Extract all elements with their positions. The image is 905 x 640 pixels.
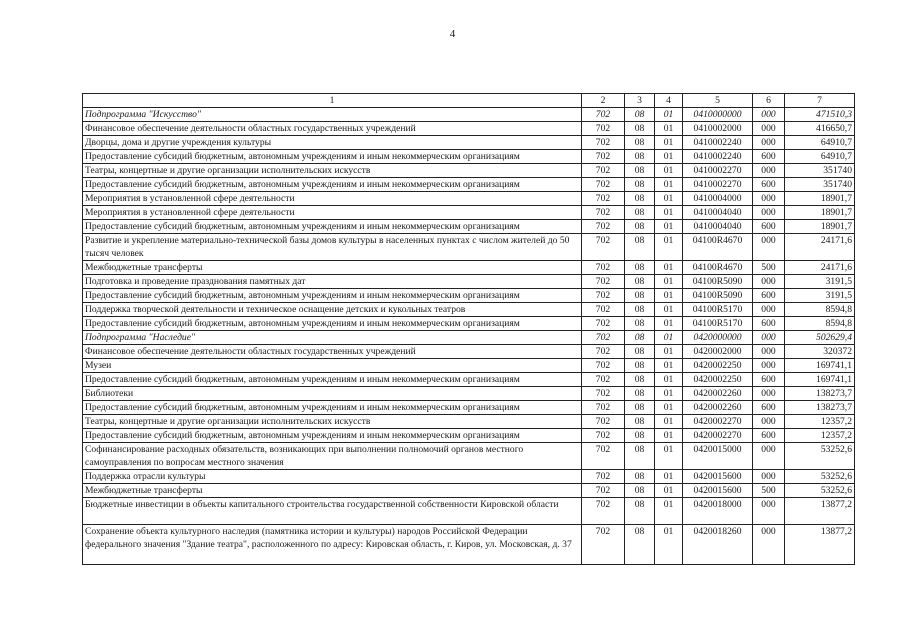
cell-ministry: 702 [582, 108, 625, 122]
cell-subsection: 01 [655, 136, 683, 150]
cell-section: 08 [625, 136, 655, 150]
cell-target-article: 0410002270 [683, 164, 753, 178]
cell-amount: 320372 [785, 345, 855, 359]
cell-name: Театры, концертные и другие организации исполнительских искусств [83, 415, 582, 429]
cell-ministry: 702 [582, 206, 625, 220]
cell-target-article: 0410002000 [683, 122, 753, 136]
cell-section: 08 [625, 401, 655, 415]
cell-expense-type: 000 [753, 525, 785, 565]
cell-target-article: 0420015600 [683, 470, 753, 484]
cell-ministry: 702 [582, 317, 625, 331]
cell-ministry: 702 [582, 387, 625, 401]
table-body [83, 108, 855, 565]
cell-subsection: 01 [655, 470, 683, 484]
cell-subsection: 01 [655, 401, 683, 415]
cell-name: Театры, концертные и другие организации исполнительских искусств [83, 164, 582, 178]
cell-ministry: 702 [582, 429, 625, 443]
cell-target-article: 0420015000 [683, 443, 753, 470]
cell-expense-type: 000 [753, 331, 785, 345]
cell-expense-type: 600 [753, 373, 785, 387]
table-row [83, 470, 855, 484]
subprogram-row [83, 331, 855, 345]
table-row [83, 317, 855, 331]
cell-target-article: 0410000000 [683, 108, 753, 122]
cell-section: 08 [625, 234, 655, 261]
cell-section: 08 [625, 164, 655, 178]
table-row [83, 401, 855, 415]
cell-name: Предоставление субсидий бюджетным, автономным учреждениям и иным некоммерческим организациям [83, 317, 582, 331]
cell-ministry: 702 [582, 331, 625, 345]
cell-expense-type: 600 [753, 401, 785, 415]
cell-subsection: 01 [655, 429, 683, 443]
cell-ministry: 702 [582, 150, 625, 164]
cell-subsection: 01 [655, 373, 683, 387]
table-row [83, 373, 855, 387]
cell-target-article: 0420000000 [683, 331, 753, 345]
cell-name: Предоставление субсидий бюджетным, автономным учреждениям и иным некоммерческим организациям [83, 289, 582, 303]
subprogram-row [83, 108, 855, 122]
table-row [83, 359, 855, 373]
cell-target-article: 04100R5090 [683, 275, 753, 289]
cell-name: Предоставление субсидий бюджетным, автономным учреждениям и иным некоммерческим организациям [83, 429, 582, 443]
cell-name: Софинансирование расходных обязательств, возникающих при выполнении полномочий органов местного самоуправления по вопросам местного значения [83, 443, 582, 470]
cell-section: 08 [625, 429, 655, 443]
cell-expense-type: 500 [753, 261, 785, 275]
cell-subsection: 01 [655, 108, 683, 122]
cell-name: Сохранение объекта культурного наследия (памятника истории и культуры) народов Российской Федерации федерального значения "Здание театра", расположенного по адресу: Кировская область, г. Киров, ул. Московская, д. 37 [83, 525, 582, 565]
cell-expense-type: 000 [753, 122, 785, 136]
cell-amount: 64910,7 [785, 150, 855, 164]
table-row [83, 122, 855, 136]
cell-subsection: 01 [655, 387, 683, 401]
table-row [83, 220, 855, 234]
cell-ministry: 702 [582, 484, 625, 498]
cell-expense-type: 000 [753, 108, 785, 122]
cell-ministry: 702 [582, 275, 625, 289]
cell-target-article: 0410004040 [683, 206, 753, 220]
cell-name: Подготовка и проведение празднования памятных дат [83, 275, 582, 289]
header-col-5: 5 [683, 94, 753, 108]
cell-amount: 351740 [785, 164, 855, 178]
cell-ministry: 702 [582, 136, 625, 150]
cell-expense-type: 000 [753, 443, 785, 470]
cell-target-article: 0420002250 [683, 373, 753, 387]
cell-subsection: 01 [655, 415, 683, 429]
cell-section: 08 [625, 206, 655, 220]
cell-target-article: 0420002260 [683, 401, 753, 415]
header-col-1: 1 [83, 94, 582, 108]
cell-amount: 502629,4 [785, 331, 855, 345]
cell-section: 08 [625, 443, 655, 470]
cell-ministry: 702 [582, 164, 625, 178]
cell-ministry: 702 [582, 498, 625, 525]
cell-section: 08 [625, 359, 655, 373]
cell-subsection: 01 [655, 234, 683, 261]
cell-expense-type: 600 [753, 178, 785, 192]
cell-section: 08 [625, 122, 655, 136]
cell-subsection: 01 [655, 525, 683, 565]
cell-expense-type: 600 [753, 220, 785, 234]
cell-ministry: 702 [582, 373, 625, 387]
page-number: 4 [449, 28, 456, 40]
cell-section: 08 [625, 108, 655, 122]
cell-subsection: 01 [655, 289, 683, 303]
cell-name: Подпрограмма "Наследие" [83, 331, 582, 345]
cell-name: Межбюджетные трансферты [83, 484, 582, 498]
cell-expense-type: 500 [753, 484, 785, 498]
cell-expense-type: 000 [753, 164, 785, 178]
cell-ministry: 702 [582, 234, 625, 261]
cell-expense-type: 000 [753, 234, 785, 261]
cell-subsection: 01 [655, 331, 683, 345]
cell-name: Библиотеки [83, 387, 582, 401]
cell-section: 08 [625, 303, 655, 317]
cell-target-article: 04100R5170 [683, 317, 753, 331]
table-row [83, 289, 855, 303]
cell-amount: 13877,2 [785, 498, 855, 525]
header-col-4: 4 [655, 94, 683, 108]
table-row [83, 484, 855, 498]
cell-amount: 24171,6 [785, 234, 855, 261]
cell-amount: 471510,3 [785, 108, 855, 122]
cell-subsection: 01 [655, 275, 683, 289]
table-row [83, 275, 855, 289]
cell-expense-type: 000 [753, 136, 785, 150]
table-row [83, 345, 855, 359]
cell-expense-type: 000 [753, 387, 785, 401]
cell-amount: 3191,5 [785, 275, 855, 289]
cell-section: 08 [625, 261, 655, 275]
cell-name: Развитие и укрепление материально-технической базы домов культуры в населенных пунктах с числом жителей до 50 тысяч человек [83, 234, 582, 261]
cell-section: 08 [625, 289, 655, 303]
header-row [83, 94, 855, 108]
table-row [83, 429, 855, 443]
cell-amount: 169741,1 [785, 359, 855, 373]
budget-table [82, 93, 855, 565]
cell-expense-type: 000 [753, 345, 785, 359]
cell-target-article: 0420002250 [683, 359, 753, 373]
cell-target-article: 0420002000 [683, 345, 753, 359]
cell-amount: 53252,6 [785, 443, 855, 470]
cell-subsection: 01 [655, 206, 683, 220]
cell-section: 08 [625, 331, 655, 345]
cell-expense-type: 600 [753, 150, 785, 164]
cell-amount: 53252,6 [785, 470, 855, 484]
cell-section: 08 [625, 373, 655, 387]
table-row [83, 387, 855, 401]
cell-target-article: 04100R4670 [683, 234, 753, 261]
cell-amount: 24171,6 [785, 261, 855, 275]
cell-name: Предоставление субсидий бюджетным, автономным учреждениям и иным некоммерческим организациям [83, 220, 582, 234]
cell-amount: 416650,7 [785, 122, 855, 136]
table-row [83, 498, 855, 525]
cell-expense-type: 000 [753, 206, 785, 220]
table-row [83, 525, 855, 565]
table-row [83, 261, 855, 275]
cell-target-article: 0420002260 [683, 387, 753, 401]
cell-name: Поддержка творческой деятельности и техническое оснащение детских и кукольных театров [83, 303, 582, 317]
cell-section: 08 [625, 150, 655, 164]
cell-expense-type: 600 [753, 289, 785, 303]
cell-subsection: 01 [655, 498, 683, 525]
cell-target-article: 0410002270 [683, 178, 753, 192]
cell-name: Дворцы, дома и другие учреждения культуры [83, 136, 582, 150]
cell-name: Музеи [83, 359, 582, 373]
cell-amount: 138273,7 [785, 401, 855, 415]
cell-section: 08 [625, 484, 655, 498]
cell-amount: 53252,6 [785, 484, 855, 498]
cell-amount: 12357,2 [785, 415, 855, 429]
cell-ministry: 702 [582, 220, 625, 234]
table-row [83, 234, 855, 261]
cell-name: Поддержка отрасли культуры [83, 470, 582, 484]
cell-subsection: 01 [655, 192, 683, 206]
cell-ministry: 702 [582, 192, 625, 206]
cell-amount: 8594,8 [785, 317, 855, 331]
cell-expense-type: 600 [753, 317, 785, 331]
cell-expense-type: 000 [753, 359, 785, 373]
cell-target-article: 0420015600 [683, 484, 753, 498]
table-row [83, 136, 855, 150]
header-col-2: 2 [582, 94, 625, 108]
cell-section: 08 [625, 525, 655, 565]
cell-target-article: 04100R5170 [683, 303, 753, 317]
cell-amount: 169741,1 [785, 373, 855, 387]
cell-target-article: 04100R5090 [683, 289, 753, 303]
header-col-7: 7 [785, 94, 855, 108]
cell-subsection: 01 [655, 178, 683, 192]
cell-subsection: 01 [655, 317, 683, 331]
cell-target-article: 04100R4670 [683, 261, 753, 275]
cell-target-article: 0410004040 [683, 220, 753, 234]
table-row [83, 192, 855, 206]
cell-section: 08 [625, 317, 655, 331]
cell-expense-type: 000 [753, 470, 785, 484]
cell-section: 08 [625, 470, 655, 484]
cell-ministry: 702 [582, 345, 625, 359]
cell-section: 08 [625, 387, 655, 401]
cell-section: 08 [625, 498, 655, 525]
cell-ministry: 702 [582, 359, 625, 373]
cell-target-article: 0420018260 [683, 525, 753, 565]
header-col-3: 3 [625, 94, 655, 108]
cell-target-article: 0420018000 [683, 498, 753, 525]
cell-amount: 18901,7 [785, 220, 855, 234]
table-row [83, 178, 855, 192]
cell-section: 08 [625, 220, 655, 234]
cell-target-article: 0410002240 [683, 150, 753, 164]
cell-name: Межбюджетные трансферты [83, 261, 582, 275]
cell-subsection: 01 [655, 345, 683, 359]
cell-ministry: 702 [582, 303, 625, 317]
cell-name: Мероприятия в установленной сфере деятельности [83, 192, 582, 206]
cell-amount: 18901,7 [785, 206, 855, 220]
cell-ministry: 702 [582, 122, 625, 136]
cell-section: 08 [625, 415, 655, 429]
cell-subsection: 01 [655, 220, 683, 234]
cell-name: Подпрограмма "Искусство" [83, 108, 582, 122]
cell-name: Предоставление субсидий бюджетным, автономным учреждениям и иным некоммерческим организациям [83, 150, 582, 164]
table-row [83, 164, 855, 178]
cell-expense-type: 000 [753, 303, 785, 317]
cell-name: Предоставление субсидий бюджетным, автономным учреждениям и иным некоммерческим организациям [83, 178, 582, 192]
cell-subsection: 01 [655, 122, 683, 136]
cell-amount: 351740 [785, 178, 855, 192]
header-col-6: 6 [753, 94, 785, 108]
cell-name: Мероприятия в установленной сфере деятельности [83, 206, 582, 220]
cell-subsection: 01 [655, 484, 683, 498]
cell-ministry: 702 [582, 470, 625, 484]
cell-ministry: 702 [582, 401, 625, 415]
cell-ministry: 702 [582, 443, 625, 470]
cell-amount: 12357,2 [785, 429, 855, 443]
cell-subsection: 01 [655, 164, 683, 178]
cell-subsection: 01 [655, 261, 683, 275]
cell-ministry: 702 [582, 261, 625, 275]
cell-section: 08 [625, 275, 655, 289]
cell-amount: 64910,7 [785, 136, 855, 150]
cell-subsection: 01 [655, 443, 683, 470]
cell-amount: 138273,7 [785, 387, 855, 401]
cell-expense-type: 000 [753, 275, 785, 289]
cell-amount: 13877,2 [785, 525, 855, 565]
cell-section: 08 [625, 192, 655, 206]
cell-ministry: 702 [582, 415, 625, 429]
table-row [83, 303, 855, 317]
cell-expense-type: 600 [753, 429, 785, 443]
cell-ministry: 702 [582, 525, 625, 565]
table-row [83, 415, 855, 429]
cell-subsection: 01 [655, 359, 683, 373]
table-row [83, 206, 855, 220]
cell-name: Финансовое обеспечение деятельности областных государственных учреждений [83, 345, 582, 359]
cell-amount: 18901,7 [785, 192, 855, 206]
cell-expense-type: 000 [753, 415, 785, 429]
table-row [83, 150, 855, 164]
cell-name: Предоставление субсидий бюджетным, автономным учреждениям и иным некоммерческим организациям [83, 373, 582, 387]
cell-subsection: 01 [655, 150, 683, 164]
cell-target-article: 0410002240 [683, 136, 753, 150]
cell-target-article: 0410004000 [683, 192, 753, 206]
cell-name: Бюджетные инвестиции в объекты капитального строительства государственной собственности Кировской области [83, 498, 582, 525]
cell-ministry: 702 [582, 178, 625, 192]
cell-section: 08 [625, 178, 655, 192]
cell-target-article: 0420002270 [683, 415, 753, 429]
cell-target-article: 0420002270 [683, 429, 753, 443]
table-row [83, 443, 855, 470]
cell-name: Предоставление субсидий бюджетным, автономным учреждениям и иным некоммерческим организациям [83, 401, 582, 415]
cell-amount: 3191,5 [785, 289, 855, 303]
cell-expense-type: 000 [753, 192, 785, 206]
cell-expense-type: 000 [753, 498, 785, 525]
cell-subsection: 01 [655, 303, 683, 317]
cell-amount: 8594,8 [785, 303, 855, 317]
cell-section: 08 [625, 345, 655, 359]
cell-ministry: 702 [582, 289, 625, 303]
cell-name: Финансовое обеспечение деятельности областных государственных учреждений [83, 122, 582, 136]
